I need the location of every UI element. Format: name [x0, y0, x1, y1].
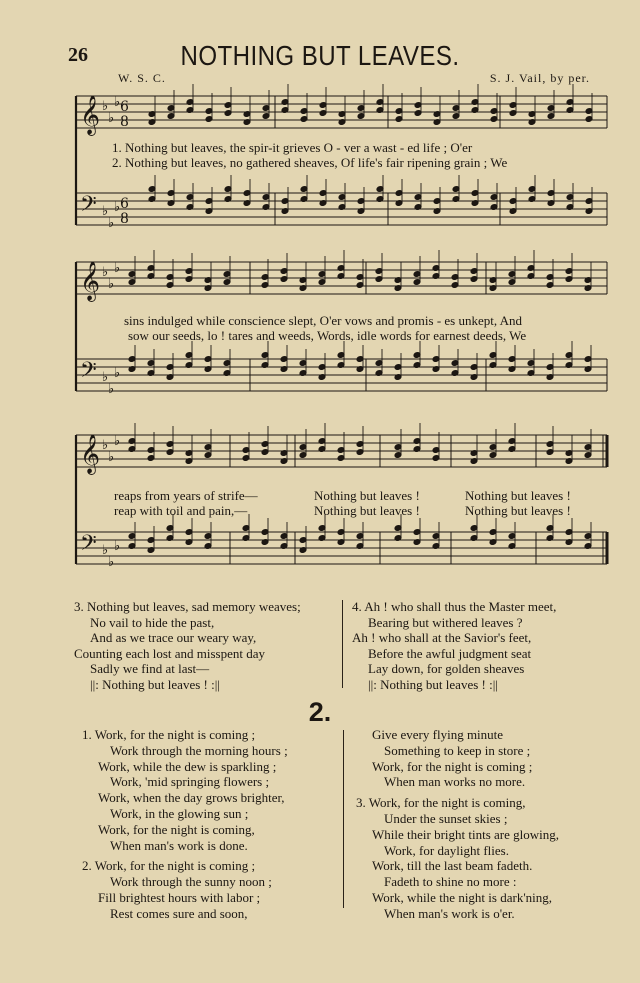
music-symbol: ♭	[108, 111, 115, 126]
hymn2-line: Work, for daylight flies.	[384, 842, 509, 858]
system3-lyric-verse2-c: Nothing but leaves !	[465, 503, 571, 518]
hymn2-divider	[343, 730, 344, 908]
hymn2-line: Under the sunset skies ;	[384, 810, 508, 826]
system3-lyric-verse1-b: Nothing but leaves !	[314, 488, 420, 503]
music-symbol: ♭	[114, 434, 121, 449]
verse3-line: ||: Nothing but leaves ! :||	[90, 676, 220, 692]
music-symbol: ♭	[102, 265, 109, 280]
page-number: 26	[68, 44, 88, 66]
hymn2-line: Work, while the night is dark'ning,	[372, 889, 553, 905]
hymn-title: NOTHING BUT LEAVES.	[180, 40, 460, 71]
verse-4	[352, 599, 556, 692]
hymn2-line: 3. Work, for the night is coming,	[356, 795, 526, 811]
verse3-line: No vail to hide the past,	[90, 614, 215, 630]
music-symbol: 6	[120, 196, 129, 212]
verse4-line: Lay down, for golden sheaves	[368, 661, 525, 676]
music-symbol: ♭	[102, 543, 109, 558]
verse3-line: 3. Nothing but leaves, sad memory weaves;	[74, 599, 301, 614]
verse3-line: Sadly we find at last—	[90, 661, 210, 676]
hymn2-line: Work, when the day grows brighter,	[98, 790, 285, 806]
hymn2-line: Work, 'mid springing flowers ;	[110, 774, 270, 790]
hymn2-line: When man's work is done.	[110, 837, 248, 853]
music-symbol: ♭	[114, 95, 121, 110]
music-symbol: ♭	[108, 277, 115, 292]
hymn2-line: Rest comes sure and soon,	[110, 905, 248, 921]
hymn2-column-1	[82, 727, 288, 922]
system3-lyric-verse1-a: reaps from years of strife—	[114, 488, 258, 503]
hymn2-line: While their bright tints are glowing,	[372, 826, 560, 842]
music-symbol: 𝄢	[80, 192, 97, 222]
music-symbol: 𝄢	[80, 358, 97, 388]
hymn2-line: Give every flying minute	[372, 727, 504, 742]
verse4-line: 4. Ah ! who shall thus the Master meet,	[352, 599, 557, 614]
hymn2-line: Work, in the glowing sun ;	[110, 805, 249, 821]
hymn2-line: Work through the morning hours ;	[110, 742, 288, 758]
music-symbol: ♭	[114, 539, 121, 554]
hymn2-line: Fadeth to shine no more :	[384, 874, 517, 890]
music-symbol: 𝄞	[80, 434, 101, 474]
music-credit: S. J. Vail, by per.	[489, 71, 590, 85]
verse4-line: Bearing but withered leaves ?	[368, 614, 523, 630]
music-symbol: ♭	[102, 370, 109, 385]
music-symbol: ♭	[102, 438, 109, 453]
music-symbol: ♭	[102, 99, 109, 114]
hymn2-line: 1. Work, for the night is coming ;	[82, 727, 256, 742]
hymn2-line: Something to keep in store ;	[384, 742, 531, 758]
music-symbol: ♭	[114, 200, 121, 215]
hymn2-line: Fill brightest hours with labor ;	[98, 889, 261, 905]
music-symbol: 𝄞	[80, 95, 101, 135]
hymn2-line: When man works no more.	[384, 774, 526, 790]
hymn2-line: 2. Work, for the night is coming ;	[82, 858, 256, 874]
music-symbol: 𝄞	[80, 261, 101, 301]
system3-lyric-verse2-b: Nothing but leaves !	[314, 503, 420, 518]
verse3-line: Counting each lost and misspent day	[74, 645, 266, 661]
music-symbol: 𝄢	[80, 531, 97, 561]
verse3-line: And as we trace our weary way,	[90, 630, 257, 645]
music-symbol: ♭	[108, 216, 115, 231]
music-symbol: 6	[120, 99, 129, 115]
system2-lyric-verse1: sins indulged while conscience slept, O'er vows and promis - es unkept, And	[124, 313, 523, 328]
hymn2-line: When man's work is o'er.	[384, 905, 515, 921]
music-symbol: ♭	[108, 382, 115, 397]
system3-lyric-verse2-a: reap with toil and pain,—	[114, 503, 248, 518]
hymn2-line: Work, till the last beam fadeth.	[372, 858, 533, 874]
hymn2-line: Work, for the night is coming ;	[372, 758, 533, 774]
system3-lyric-verse1-c: Nothing but leaves !	[465, 488, 571, 503]
words-credit: W. S. C.	[118, 71, 166, 85]
music-symbol: ♭	[114, 366, 121, 381]
music-symbol: ♭	[108, 450, 115, 465]
verse-divider	[342, 600, 343, 688]
hymn2-line: Work through the sunny noon ;	[110, 874, 272, 890]
hymn2-column-2	[356, 727, 559, 922]
system1-lyric-verse2: 2. Nothing but leaves, no gathered sheaves, Of life's fair ripening grain ; We	[112, 155, 508, 170]
music-symbol: ♭	[102, 204, 109, 219]
system1-lyric-verse1: 1. Nothing but leaves, the spir-it grieves O - ver a wast - ed life ; O'er	[112, 140, 473, 155]
verse4-line: ||: Nothing but leaves ! :||	[368, 676, 498, 692]
verse-3	[74, 599, 301, 692]
verse4-line: Ah ! who shall at the Savior's feet,	[352, 630, 532, 645]
music-symbol: 8	[120, 211, 129, 227]
system2-lyric-verse2: sow our seeds, lo ! tares and weeds, Words, idle words for earnest deeds, We	[128, 328, 527, 343]
hymn2-line: Work, for the night is coming,	[98, 821, 255, 837]
music-symbol: ♭	[108, 555, 115, 570]
hymn-number: 2.	[308, 697, 332, 727]
music-symbol: 8	[120, 114, 129, 130]
hymn2-line: Work, while the dew is sparkling ;	[98, 758, 277, 774]
music-symbol: ♭	[114, 261, 121, 276]
verse4-line: Before the awful judgment seat	[368, 645, 532, 661]
